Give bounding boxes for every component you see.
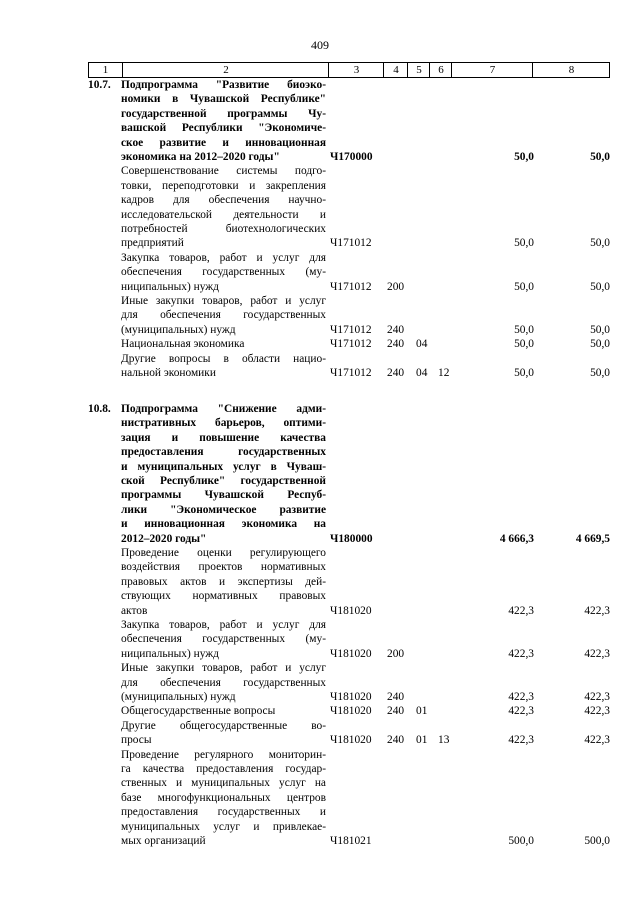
table-row xyxy=(88,748,610,849)
target-code: Ч181020 xyxy=(330,734,372,747)
header-col-2: 2 xyxy=(122,63,329,77)
description-line: ское развитие и инновационная xyxy=(121,136,326,149)
section: 04 xyxy=(416,366,428,379)
description-line: 2012–2020 годы" xyxy=(121,532,207,545)
row-description xyxy=(121,352,326,381)
target-code: Ч181020 xyxy=(330,690,372,703)
row-description xyxy=(121,251,326,294)
row-description xyxy=(121,748,326,849)
table-body xyxy=(88,78,610,848)
amount-2018: 50,0 xyxy=(514,280,534,293)
row-description xyxy=(121,618,326,661)
header-col-6: 6 xyxy=(429,63,452,77)
table-row xyxy=(88,546,610,618)
description-line: предоставления государственных и xyxy=(121,806,326,819)
description-line: ниципальных) нужд xyxy=(121,647,219,660)
description-line: номики в Чувашской Республике" xyxy=(121,93,326,106)
description-line: кадров для обеспечения научно- xyxy=(121,194,326,207)
row-description xyxy=(121,337,326,351)
description-line: вашской Республики "Экономиче- xyxy=(121,122,326,135)
description-line: (муниципальных) нужд xyxy=(121,690,236,703)
amount-2019: 422,3 xyxy=(584,647,610,660)
description-line: и муниципальных услуг в Чуваш- xyxy=(121,460,326,473)
table-row xyxy=(88,402,610,546)
row-description xyxy=(121,704,326,718)
amount-2018: 50,0 xyxy=(514,366,534,379)
expense-type: 240 xyxy=(387,734,405,747)
target-code: Ч171012 xyxy=(330,280,372,293)
description-line: экономика на 2012–2020 годы" xyxy=(121,151,280,164)
description-line: ственных и муниципальных услуг на xyxy=(121,777,326,790)
amount-2018: 422,3 xyxy=(508,734,534,747)
target-code: Ч181021 xyxy=(330,834,372,847)
row-number: 10.8. xyxy=(88,402,111,415)
expense-type: 240 xyxy=(387,323,405,336)
expense-type: 240 xyxy=(387,705,405,718)
section: 01 xyxy=(416,734,428,747)
expense-type: 200 xyxy=(387,647,405,660)
description-line: актов xyxy=(121,604,148,617)
description-line: Другие вопросы в области нацио- xyxy=(121,352,326,365)
expense-type: 240 xyxy=(387,338,405,351)
description-line: Подпрограмма "Развитие биоэко- xyxy=(121,79,326,91)
target-code: Ч171012 xyxy=(330,323,372,336)
header-col-5: 5 xyxy=(407,63,430,77)
amount-2018: 422,3 xyxy=(508,705,534,718)
row-description xyxy=(121,294,326,337)
amount-2018: 4 666,3 xyxy=(499,532,534,545)
description-line: нальной экономики xyxy=(121,366,216,379)
expense-type: 240 xyxy=(387,690,405,703)
subsection: 12 xyxy=(438,366,450,379)
section: 04 xyxy=(416,338,428,351)
row-number: 10.7. xyxy=(88,79,111,91)
amount-2019: 422,3 xyxy=(584,734,610,747)
amount-2019: 50,0 xyxy=(590,237,610,250)
description-line: Общегосударственные вопросы xyxy=(121,705,276,718)
description-line: нистративных барьеров, оптими- xyxy=(121,417,326,430)
description-line: правовых актов и экспертизы дей- xyxy=(121,575,326,588)
description-line: Другие общегосударственные во- xyxy=(121,719,326,732)
target-code: Ч180000 xyxy=(330,532,373,545)
page-number: 409 xyxy=(311,38,329,52)
table-row xyxy=(88,251,610,294)
amount-2019: 422,3 xyxy=(584,604,610,617)
target-code: Ч181020 xyxy=(330,647,372,660)
amount-2019: 500,0 xyxy=(584,834,610,847)
table-row xyxy=(88,661,610,704)
description-line: Проведение оценки регулирующего xyxy=(121,546,326,559)
description-line: Иные закупки товаров, работ и услуг xyxy=(121,294,326,307)
header-col-4: 4 xyxy=(383,63,408,77)
header-col-1: 1 xyxy=(102,64,109,76)
description-line: обеспечения государственных (му- xyxy=(121,633,326,646)
amount-2018: 50,0 xyxy=(514,323,534,336)
description-line: базе многофункциональных центров xyxy=(121,791,326,804)
description-line: товки, переподготовки и закрепления xyxy=(121,179,326,192)
target-code: Ч181020 xyxy=(330,604,372,617)
section: 01 xyxy=(416,705,428,718)
amount-2018: 500,0 xyxy=(508,834,534,847)
subsection: 13 xyxy=(438,734,450,747)
description-line: обеспечения государственных (му- xyxy=(121,266,326,279)
target-code: Ч171012 xyxy=(330,338,372,351)
description-line: муниципальных услуг и привлекае- xyxy=(121,820,326,833)
expense-type: 200 xyxy=(387,280,405,293)
amount-2018: 422,3 xyxy=(508,690,534,703)
description-line: зация и повышение качества xyxy=(121,431,326,444)
table-row xyxy=(88,618,610,661)
amount-2018: 50,0 xyxy=(514,150,534,163)
description-line: мых организаций xyxy=(121,834,206,847)
description-line: Иные закупки товаров, работ и услуг xyxy=(121,662,326,675)
table-row xyxy=(88,352,610,381)
description-line: Национальная экономика xyxy=(121,338,245,351)
description-line: ниципальных) нужд xyxy=(121,280,219,293)
row-description xyxy=(121,402,326,546)
description-line: просы xyxy=(121,734,152,747)
row-description xyxy=(121,78,326,164)
target-code: Ч171012 xyxy=(330,237,372,250)
table-row xyxy=(88,294,610,337)
budget-table xyxy=(88,62,610,848)
target-code: Ч181020 xyxy=(330,705,372,718)
description-line: (муниципальных) нужд xyxy=(121,323,236,336)
table-row xyxy=(88,164,610,250)
row-description xyxy=(121,661,326,704)
table-row xyxy=(88,719,610,748)
amount-2019: 422,3 xyxy=(584,690,610,703)
row-description xyxy=(121,164,326,250)
table-header xyxy=(88,62,610,78)
expense-type: 240 xyxy=(387,366,405,379)
amount-2019: 50,0 xyxy=(590,150,610,163)
description-line: программы Чувашской Респуб- xyxy=(121,489,326,502)
target-code: Ч170000 xyxy=(330,150,373,163)
table-row xyxy=(88,78,610,164)
row-description xyxy=(121,546,326,618)
description-line: га качества предоставления государ- xyxy=(121,762,326,775)
description-line: предоставления государственных xyxy=(121,446,326,459)
header-col-8: 8 xyxy=(532,63,610,77)
description-line: государственной программы Чу- xyxy=(121,107,326,120)
amount-2019: 50,0 xyxy=(590,323,610,336)
target-code: Ч171012 xyxy=(330,366,372,379)
description-line: Подпрограмма "Снижение адми- xyxy=(121,402,326,415)
description-line: Проведение регулярного мониторин- xyxy=(121,748,326,761)
amount-2019: 50,0 xyxy=(590,366,610,379)
description-line: исследовательской деятельности и xyxy=(121,208,326,221)
description-line: ской Республике" государственной xyxy=(121,474,326,487)
description-line: Закупка товаров, работ и услуг для xyxy=(121,251,326,264)
header-col-7: 7 xyxy=(451,63,533,77)
description-line: предприятий xyxy=(121,237,184,250)
description-line: Закупка товаров, работ и услуг для xyxy=(121,618,326,631)
amount-2018: 422,3 xyxy=(508,604,534,617)
description-line: для обеспечения государственных xyxy=(121,309,326,322)
description-line: и инновационная экономика на xyxy=(121,518,326,531)
amount-2019: 4 669,5 xyxy=(575,532,610,545)
amount-2019: 50,0 xyxy=(590,338,610,351)
header-col-3: 3 xyxy=(328,63,384,77)
amount-2019: 50,0 xyxy=(590,280,610,293)
description-line: для обеспечения государственных xyxy=(121,676,326,689)
table-row xyxy=(88,337,610,351)
description-line: Совершенствование системы подго- xyxy=(121,165,326,178)
description-line: лики "Экономическое развитие xyxy=(121,503,326,516)
description-line: ствующих нормативных правовых xyxy=(121,590,326,603)
table-row xyxy=(88,704,610,718)
description-line: потребностей биотехнологических xyxy=(121,223,326,236)
amount-2018: 50,0 xyxy=(514,237,534,250)
row-description xyxy=(121,719,326,748)
amount-2018: 50,0 xyxy=(514,338,534,351)
amount-2018: 422,3 xyxy=(508,647,534,660)
description-line: воздействия проектов нормативных xyxy=(121,561,326,574)
amount-2019: 422,3 xyxy=(584,705,610,718)
